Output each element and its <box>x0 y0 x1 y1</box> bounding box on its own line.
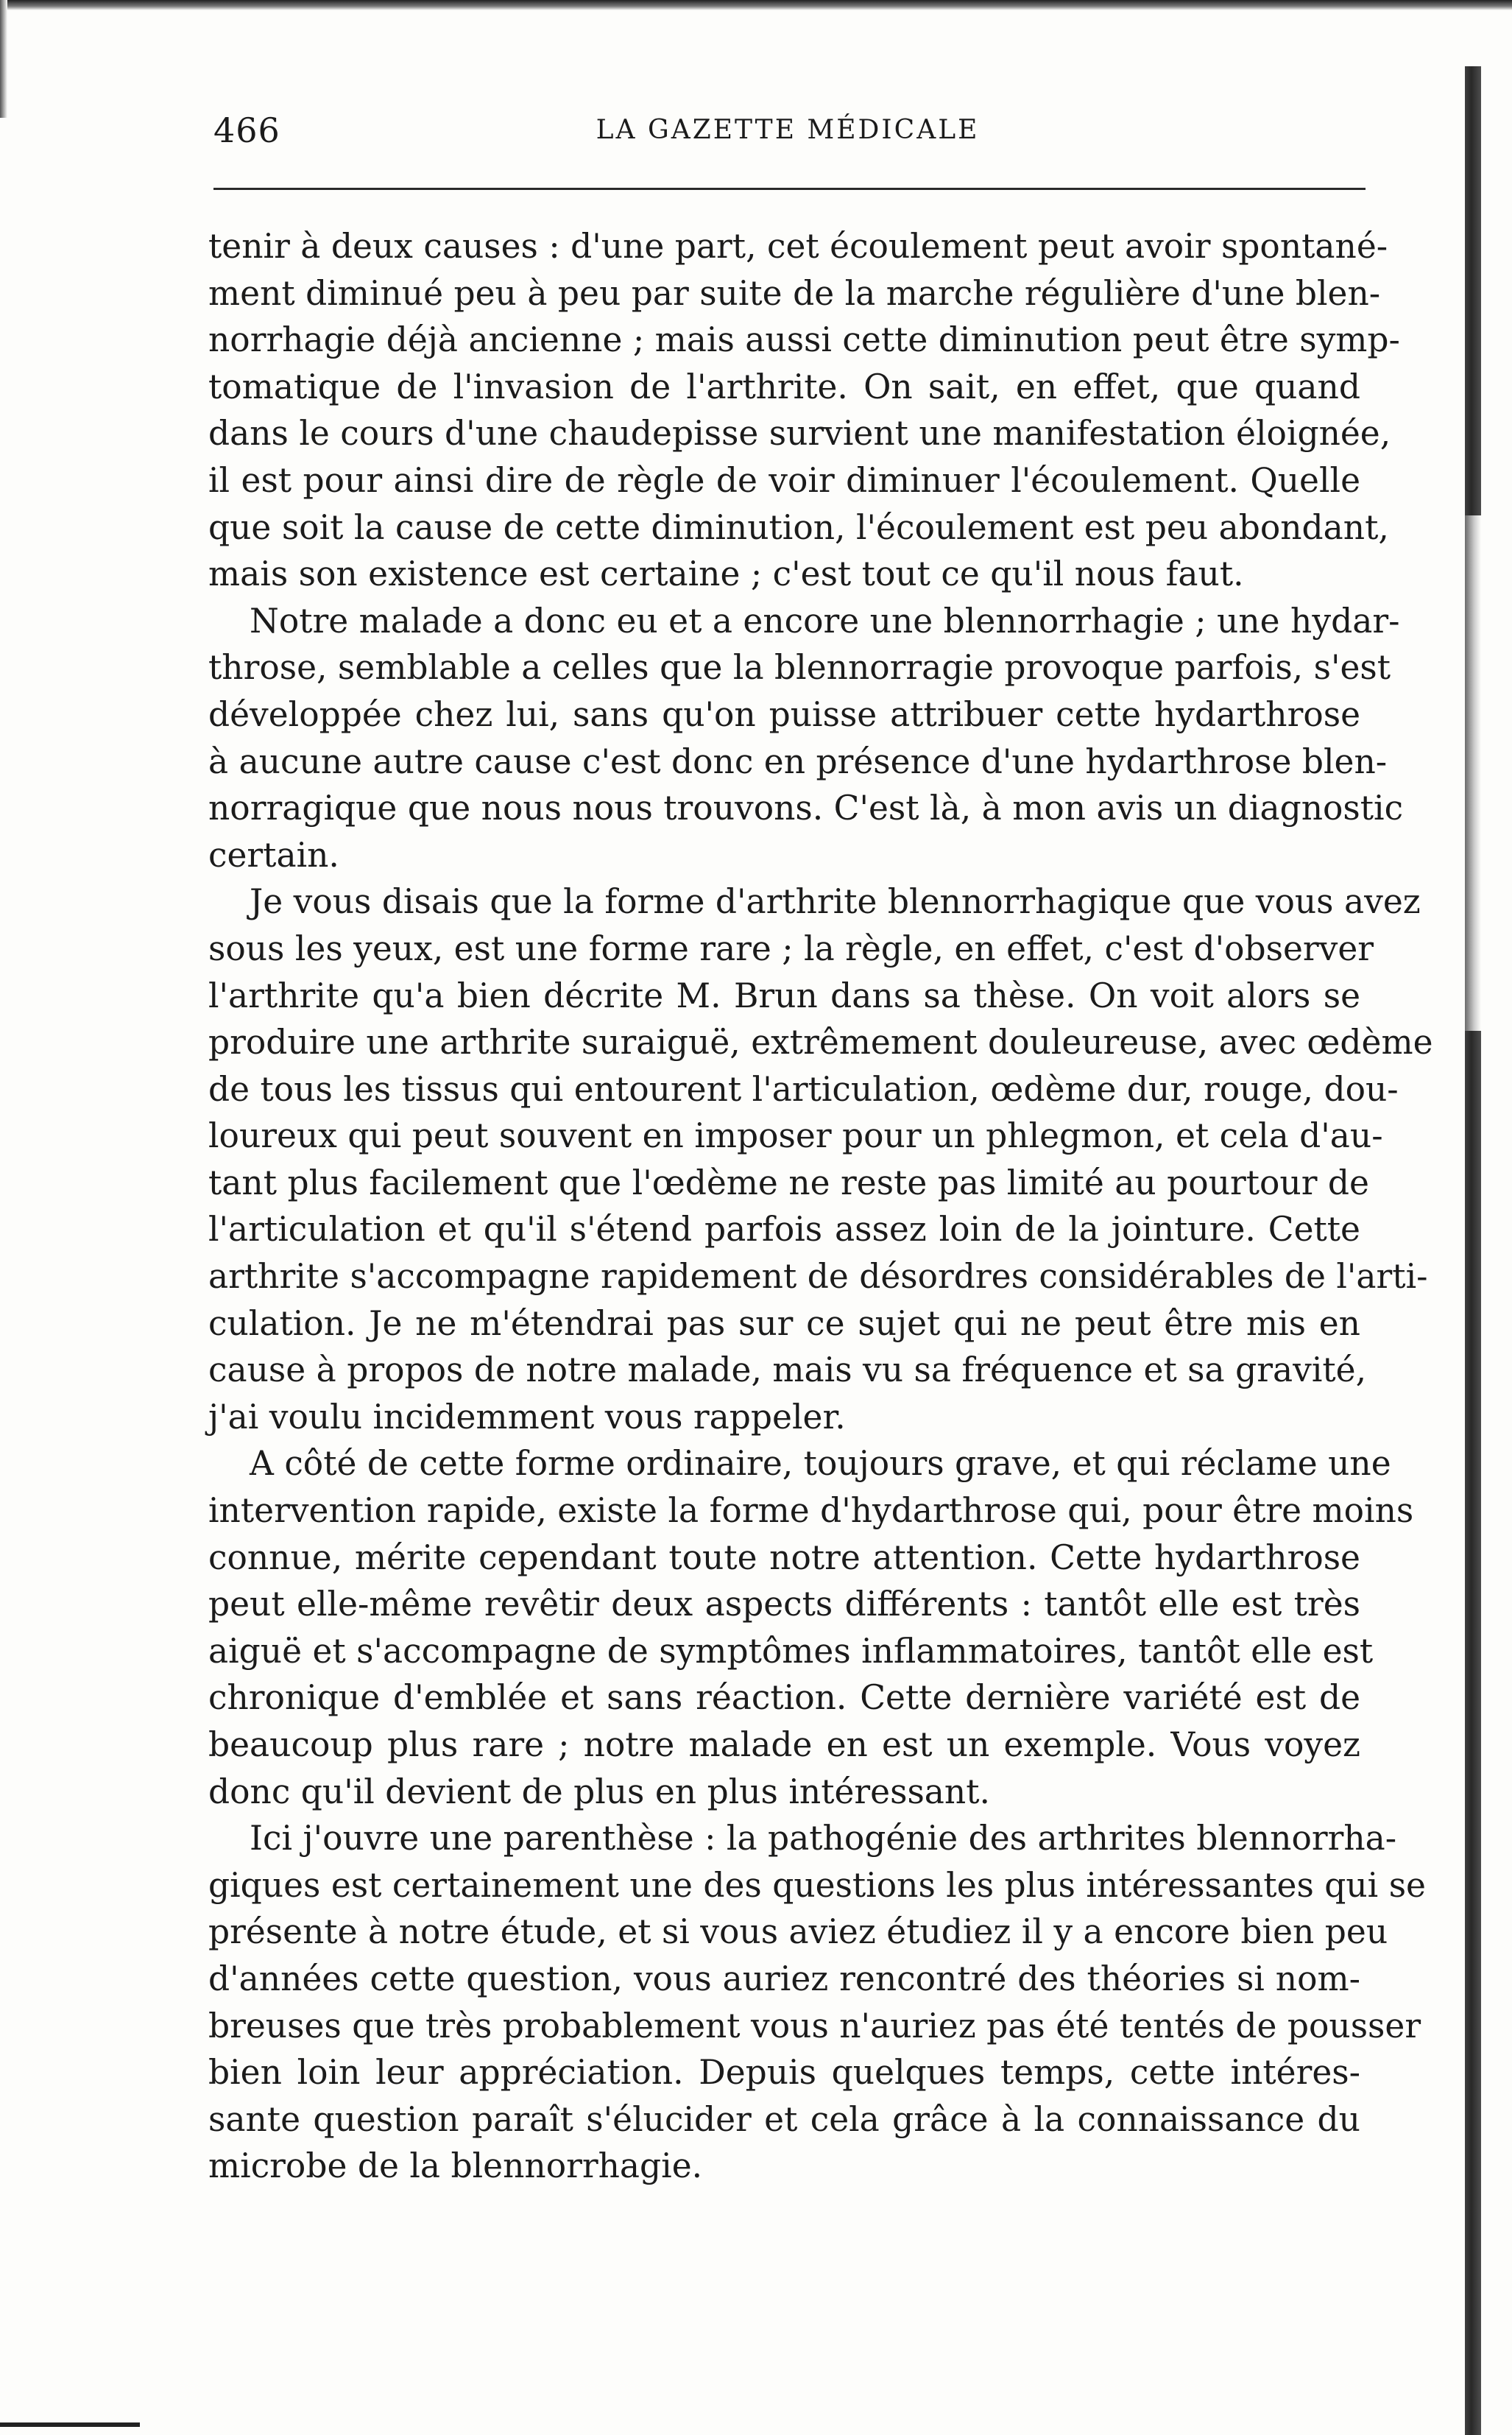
page-number: 466 <box>213 110 280 150</box>
text-line: produire une arthrite suraiguë, extrêmement douleureuse, avec œdème <box>208 1023 1433 1063</box>
text-line: certain. <box>208 835 339 875</box>
text-line: d'années cette question, vous auriez rencontré des théories si nom- <box>208 1959 1360 1998</box>
text-line: giques est certainement une des questions les plus intéressantes qui se <box>208 1865 1426 1905</box>
text-line: donc qu'il devient de plus en plus intéressant. <box>208 1772 990 1811</box>
text-line: intervention rapide, existe la forme d'hydarthrose qui, pour être moins <box>208 1491 1414 1531</box>
text-line: tomatique de l'invasion de l'arthrite. On sait, en effet, que quand <box>208 367 1360 406</box>
paragraph-3 <box>208 878 1433 1440</box>
text-line: peut elle-même revêtir deux aspects différents : tantôt elle est très <box>208 1585 1360 1624</box>
text-line: ment diminué peu à peu par suite de la marche régulière d'une blen- <box>208 273 1381 313</box>
scan-edge-top <box>0 0 1512 10</box>
text-line: tant plus facilement que l'œdème ne reste pas limité au pourtour de <box>208 1163 1369 1202</box>
text-line: l'arthrite qu'a bien décrite M. Brun dans sa thèse. On voit alors se <box>208 976 1360 1015</box>
paragraph-5 <box>208 1815 1426 2190</box>
text-line: microbe de la blennorrhagie. <box>208 2146 703 2186</box>
text-line: l'articulation et qu'il s'étend parfois assez loin de la jointure. Cette <box>208 1210 1360 1250</box>
text-line: loureux qui peut souvent en imposer pour un phlegmon, et cela d'au- <box>208 1116 1383 1156</box>
text-line: cause à propos de notre malade, mais vu sa fréquence et sa gravité, <box>208 1350 1367 1390</box>
running-head <box>213 110 1362 155</box>
scan-edge-right <box>1465 66 1481 2435</box>
text-line: A côté de cette forme ordinaire, toujours grave, et qui réclame une <box>250 1444 1391 1484</box>
text-line: que soit la cause de cette diminution, l'écoulement est peu abondant, <box>208 507 1389 547</box>
journal-title: LA GAZETTE MÉDICALE <box>596 115 980 145</box>
text-line: aiguë et s'accompagne de symptômes inflammatoires, tantôt elle est <box>208 1631 1374 1671</box>
text-line: norrhagie déjà ancienne ; mais aussi cette diminution peut être symp- <box>208 320 1400 360</box>
text-line: arthrite s'accompagne rapidement de désordres considérables de l'arti- <box>208 1257 1428 1297</box>
text-line: présente à notre étude, et si vous aviez étudiez il y a encore bien peu <box>208 1912 1388 1952</box>
scan-edge-right-fade <box>1465 515 1481 1031</box>
paragraph-2 <box>208 598 1404 879</box>
text-line: beaucoup plus rare ; notre malade en est un exemple. Vous voyez <box>208 1725 1360 1764</box>
text-line: Notre malade a donc eu et a encore une blennorrhagie ; une hydar- <box>250 601 1400 641</box>
header-rule <box>213 188 1366 190</box>
text-line: tenir à deux causes : d'une part, cet écoulement peut avoir spontané- <box>208 227 1388 266</box>
text-line: de tous les tissus qui entourent l'articulation, œdème dur, rouge, dou- <box>208 1069 1399 1109</box>
article-body <box>208 223 1433 2190</box>
text-line: chronique d'emblée et sans réaction. Cette dernière variété est de <box>208 1678 1360 1718</box>
paragraph-1 <box>208 223 1400 598</box>
text-line: dans le cours d'une chaudepisse survient une manifestation éloignée, <box>208 414 1391 454</box>
text-line: développée chez lui, sans qu'on puisse attribuer cette hydarthrose <box>208 694 1360 734</box>
text-line: Je vous disais que la forme d'arthrite blennorrhagique que vous avez <box>250 882 1421 922</box>
text-line: Ici j'ouvre une parenthèse : la pathogénie des arthrites blennorrha- <box>250 1819 1397 1858</box>
paragraph-4 <box>208 1440 1414 1815</box>
text-line: breuses que très probablement vous n'auriez pas été tentés de pousser <box>208 2006 1421 2045</box>
text-line: connue, mérite cependant toute notre attention. Cette hydarthrose <box>208 1537 1360 1577</box>
text-line: sous les yeux, est une forme rare ; la règle, en effet, c'est d'observer <box>208 928 1374 968</box>
text-line: j'ai voulu incidemment vous rappeler. <box>208 1397 846 1437</box>
scan-bottom-mark <box>0 2422 140 2427</box>
text-line: norragique que nous nous trouvons. C'est là, à mon avis un diagnostic <box>208 789 1404 828</box>
text-line: sante question paraît s'élucider et cela grâce à la connaissance du <box>208 2099 1360 2139</box>
scan-edge-left <box>0 0 7 118</box>
text-line: throse, semblable a celles que la blennorragie provoque parfois, s'est <box>208 648 1391 688</box>
text-line: culation. Je ne m'étendrai pas sur ce sujet qui ne peut être mis en <box>208 1303 1360 1343</box>
text-line: à aucune autre cause c'est donc en présence d'une hydarthrose blen- <box>208 741 1388 781</box>
text-line: mais son existence est certaine ; c'est tout ce qu'il nous faut. <box>208 554 1244 594</box>
text-line: bien loin leur appréciation. Depuis quelques temps, cette intéres- <box>208 2053 1360 2093</box>
text-line: il est pour ainsi dire de règle de voir diminuer l'écoulement. Quelle <box>208 460 1360 500</box>
